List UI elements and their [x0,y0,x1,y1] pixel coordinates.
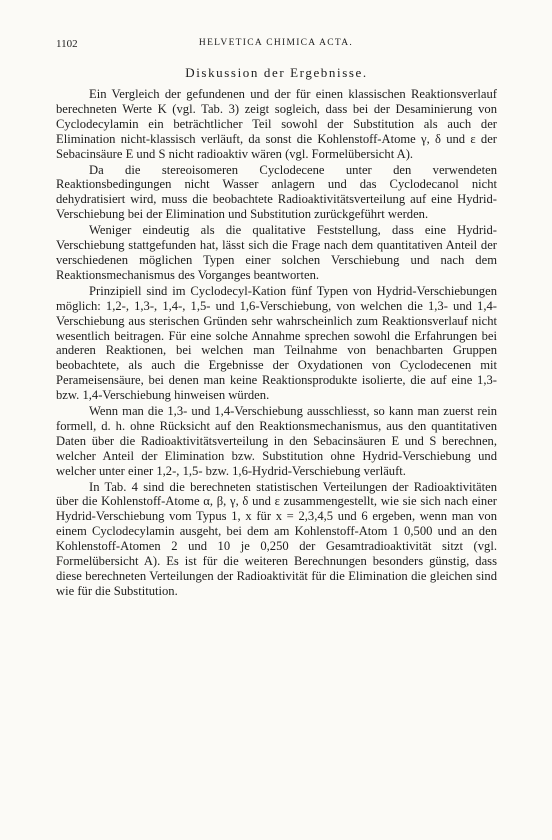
article-body [56,64,497,599]
paragraph: Ein Vergleich der gefundenen und der für einen klassischen Reaktionsverlauf berechneten Werte K (vgl. Tab. 3) zeigt sogleich, dass bei der Desaminierung von Cyclodecylamin ein beträchtlicher Teil sowohl der Substitution als auch der Elimination nicht-klassisch verläuft, da sonst die Kohlenstoff-Atome γ, δ und ε der Sebacinsäure E und S nicht radioaktiv wären (vgl. Formelübersicht A). [56,87,497,161]
page-number: 1102 [56,38,78,50]
paragraph: Da die stereoisomeren Cyclodecene unter den verwendeten Reaktionsbedingungen nicht Wasser anlagern und das Cyclodecanol nicht dehydratisiert wird, muss die beobachtete Radioaktivitätsverteilung auf eine Hydrid-Verschiebung bei der Elimination und Substitution zurückgeführt werden. [56,162,497,222]
paragraph: Wenn man die 1,3- und 1,4-Verschiebung ausschliesst, so kann man zuerst rein formell, d. h. ohne Rücksicht auf den Reaktionsmechanismus, aus den quantitativen Daten über die Radioaktivitätsverteilung in den Sebacinsäuren E und S berechnen, welcher Anteil der Elimination bzw. Substitution ohne Hydrid-Verschiebung und welcher unter einer 1,2-, 1,5- bzw. 1,6-Hydrid-Verschiebung verläuft. [56,404,497,478]
paragraph: Prinzipiell sind im Cyclodecyl-Kation fünf Typen von Hydrid-Verschiebungen möglich: 1,2-, 1,3-, 1,4-, 1,5- und 1,6-Verschiebung, von welchen die 1,3- und 1,4-Verschiebung aus sterischen Gründen sehr wahrscheinlich zum Reaktionsverlauf nicht wesentlich beitragen. Für eine solche Annahme sprechen sowohl die Erfahrungen bei anderen Reaktionen, bei welchen man Teilnahme von benachbarten Gruppen beobachtete, als auch die Ergebnisse der Oxydationen von Cyclodecenen mit Perameisensäure, bei denen man keine Reaktionsprodukte isolierte, die auf eine 1,3- bzw. 1,4-Verschiebung hinweisen würden. [56,283,497,403]
paragraph: In Tab. 4 sind die berechneten statistischen Verteilungen der Radioaktivitäten über die Kohlenstoff-Atome α, β, γ, δ und ε zusammengestellt, wie sie sich nach einer Hydrid-Verschiebung vom Typus 1, x für x = 2,3,4,5 und 6 ergeben, wenn man von einem Cyclodecylamin ausgeht, bei dem am Kohlenstoff-Atom 1 0,500 und an den Kohlenstoff-Atomen 2 und 10 je 0,250 der Gesamtradioaktivität sitzt (vgl. Formelübersicht A). Es ist für die weiteren Berechnungen besonders günstig, dass diese berechneten Verteilungen der Radioaktivität für die Elimination die gleichen sind wie für die Substitution. [56,479,497,598]
page-header [56,38,496,54]
section-title: Diskussion der Ergebnisse. [185,65,368,80]
journal-title: HELVETICA CHIMICA ACTA. [198,38,354,48]
paragraph: Weniger eindeutig als die qualitative Feststellung, dass eine Hydrid-Verschiebung stattgefunden hat, lässt sich die Frage nach dem quantitativen Anteil der verschiedenen möglichen Typen einer solchen Verschiebung und nach dem Reaktionsmechanismus des Vorganges beantworten. [56,223,497,282]
